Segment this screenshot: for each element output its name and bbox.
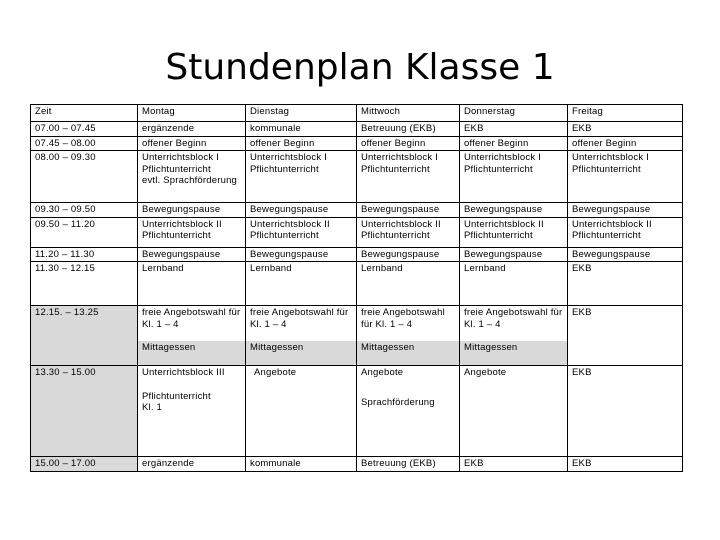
page-title: Stundenplan Klasse 1 (165, 47, 555, 88)
cell-freitag: Bewegungspause (568, 203, 683, 218)
cell-dienstag: kommunale (246, 122, 357, 137)
cell-montag-mittagessen: Mittagessen (138, 341, 246, 366)
time-cell: 12.15. – 13.25 (31, 306, 138, 366)
cell-line: Pflichtunterricht (361, 163, 430, 175)
time-cell: 07.45 – 08.00 (31, 136, 138, 151)
cell-mittwoch (357, 217, 460, 247)
time-cell: 09.30 – 09.50 (31, 203, 138, 218)
cell-line: Unterrichtsblock II (142, 218, 222, 230)
cell-mittwoch (357, 306, 460, 341)
cell-freitag (568, 151, 683, 203)
table-row (31, 457, 683, 472)
cell-dienstag (246, 306, 357, 341)
cell-line: Pflichtunterricht (142, 163, 211, 175)
header-mittwoch: Mittwoch (357, 105, 460, 122)
cell-line: Unterrichtsblock II (361, 218, 441, 230)
cell-line: freie Angebotswahl für (464, 307, 563, 318)
cell-freitag: EKB (568, 262, 683, 306)
cell-montag (138, 151, 246, 203)
cell-mittwoch: offener Beginn (357, 136, 460, 151)
table-header-row (31, 105, 683, 122)
cell-line: Pflichtunterricht (250, 163, 319, 175)
table-row (31, 151, 683, 203)
cell-line: Angebote (361, 367, 404, 378)
header-freitag: Freitag (568, 105, 683, 122)
cell-dienstag-mittagessen: Mittagessen (246, 341, 357, 366)
cell-freitag (568, 217, 683, 247)
cell-freitag: offener Beginn (568, 136, 683, 151)
cell-dienstag (246, 151, 357, 203)
table-row (31, 217, 683, 247)
cell-line: freie Angebotswahl für (250, 307, 349, 318)
table-row (31, 122, 683, 137)
time-cell: 11.30 – 12.15 (31, 262, 138, 306)
cell-donnerstag: EKB (460, 457, 568, 472)
cell-freitag: EKB (568, 122, 683, 137)
cell-montag (138, 306, 246, 341)
cell-montag: offener Beginn (138, 136, 246, 151)
cell-mittwoch (357, 151, 460, 203)
cell-mittwoch-mittagessen: Mittagessen (357, 341, 460, 366)
cell-line: Pflichtunterricht (142, 230, 211, 241)
cell-freitag: EKB (568, 457, 683, 472)
cell-montag: Bewegungspause (138, 203, 246, 218)
cell-donnerstag: Angebote (460, 366, 568, 457)
table-row (31, 306, 683, 341)
cell-line: Unterrichtsblock I (361, 152, 438, 163)
header-montag: Montag (138, 105, 246, 122)
header-dienstag: Dienstag (246, 105, 357, 122)
header-zeit: Zeit (31, 105, 138, 122)
cell-freitag: Bewegungspause (568, 247, 683, 262)
cell-donnerstag: Lernband (460, 262, 568, 306)
time-cell: 15.00 – 17.00 (31, 457, 138, 472)
cell-montag: ergänzende (138, 457, 246, 472)
cell-line: Unterrichtsblock III (142, 367, 225, 378)
cell-montag (138, 217, 246, 247)
cell-line: Pflichtunterricht (572, 163, 641, 175)
cell-line: Kl. 1 – 4 (464, 318, 501, 330)
time-cell: 11.20 – 11.30 (31, 247, 138, 262)
table-row (31, 262, 683, 306)
cell-dienstag (246, 217, 357, 247)
cell-donnerstag (460, 217, 568, 247)
timetable (30, 104, 683, 472)
cell-montag: Bewegungspause (138, 247, 246, 262)
cell-line: Unterrichtsblock II (464, 218, 544, 230)
cell-dienstag: Bewegungspause (246, 203, 357, 218)
time-cell: 09.50 – 11.20 (31, 217, 138, 247)
cell-line: für Kl. 1 – 4 (361, 318, 413, 330)
cell-line: Unterrichtsblock I (142, 152, 219, 163)
cell-mittwoch: Betreuung (EKB) (357, 457, 460, 472)
cell-line: Unterrichtsblock I (250, 152, 327, 163)
cell-line: Pflichtunterricht (142, 390, 211, 402)
cell-donnerstag-mittagessen: Mittagessen (460, 341, 568, 366)
table-row (31, 203, 683, 218)
cell-dienstag: Bewegungspause (246, 247, 357, 262)
cell-dienstag: kommunale (246, 457, 357, 472)
cell-line: Kl. 1 – 4 (142, 318, 179, 330)
cell-line: evtl. Sprachförderung (142, 175, 238, 186)
cell-montag: Lernband (138, 262, 246, 306)
cell-line: Pflichtunterricht (464, 230, 533, 241)
cell-mittwoch: Bewegungspause (357, 247, 460, 262)
cell-donnerstag (460, 151, 568, 203)
cell-line: Pflichtunterricht (361, 230, 430, 241)
cell-donnerstag: EKB (460, 122, 568, 137)
cell-montag: ergänzende (138, 122, 246, 137)
cell-mittwoch: Lernband (357, 262, 460, 306)
cell-mittwoch (357, 366, 460, 457)
table-row (31, 366, 683, 457)
cell-montag (138, 366, 246, 457)
header-donnerstag: Donnerstag (460, 105, 568, 122)
cell-line: Sprachförderung (361, 396, 435, 408)
cell-line: Kl. 1 (142, 402, 163, 413)
cell-donnerstag: Bewegungspause (460, 203, 568, 218)
cell-donnerstag (460, 306, 568, 341)
cell-freitag: EKB (568, 306, 683, 366)
time-cell: 07.00 – 07.45 (31, 122, 138, 137)
cell-dienstag: Lernband (246, 262, 357, 306)
cell-line: Pflichtunterricht (572, 230, 641, 241)
cell-line: Pflichtunterricht (250, 230, 319, 241)
cell-line: Unterrichtsblock II (572, 218, 652, 230)
cell-mittwoch: Bewegungspause (357, 203, 460, 218)
cell-line: Unterrichtsblock I (464, 152, 541, 163)
table-row (31, 247, 683, 262)
cell-donnerstag: Bewegungspause (460, 247, 568, 262)
time-cell: 13.30 – 15.00 (31, 366, 138, 457)
time-cell: 08.00 – 09.30 (31, 151, 138, 203)
cell-line: Unterrichtsblock I (572, 152, 649, 163)
cell-line: freie Angebotswahl für (142, 307, 241, 318)
cell-dienstag (246, 366, 357, 457)
cell-freitag: EKB (568, 366, 683, 457)
cell-line: Pflichtunterricht (464, 163, 533, 175)
cell-dienstag: offener Beginn (246, 136, 357, 151)
cell-line: Angebote (254, 367, 297, 378)
cell-donnerstag: offener Beginn (460, 136, 568, 151)
table-row (31, 136, 683, 151)
cell-line: Unterrichtsblock II (250, 218, 330, 230)
cell-line: freie Angebotswahl (361, 307, 445, 318)
cell-mittwoch: Betreuung (EKB) (357, 122, 460, 137)
cell-line: Kl. 1 – 4 (250, 318, 287, 330)
